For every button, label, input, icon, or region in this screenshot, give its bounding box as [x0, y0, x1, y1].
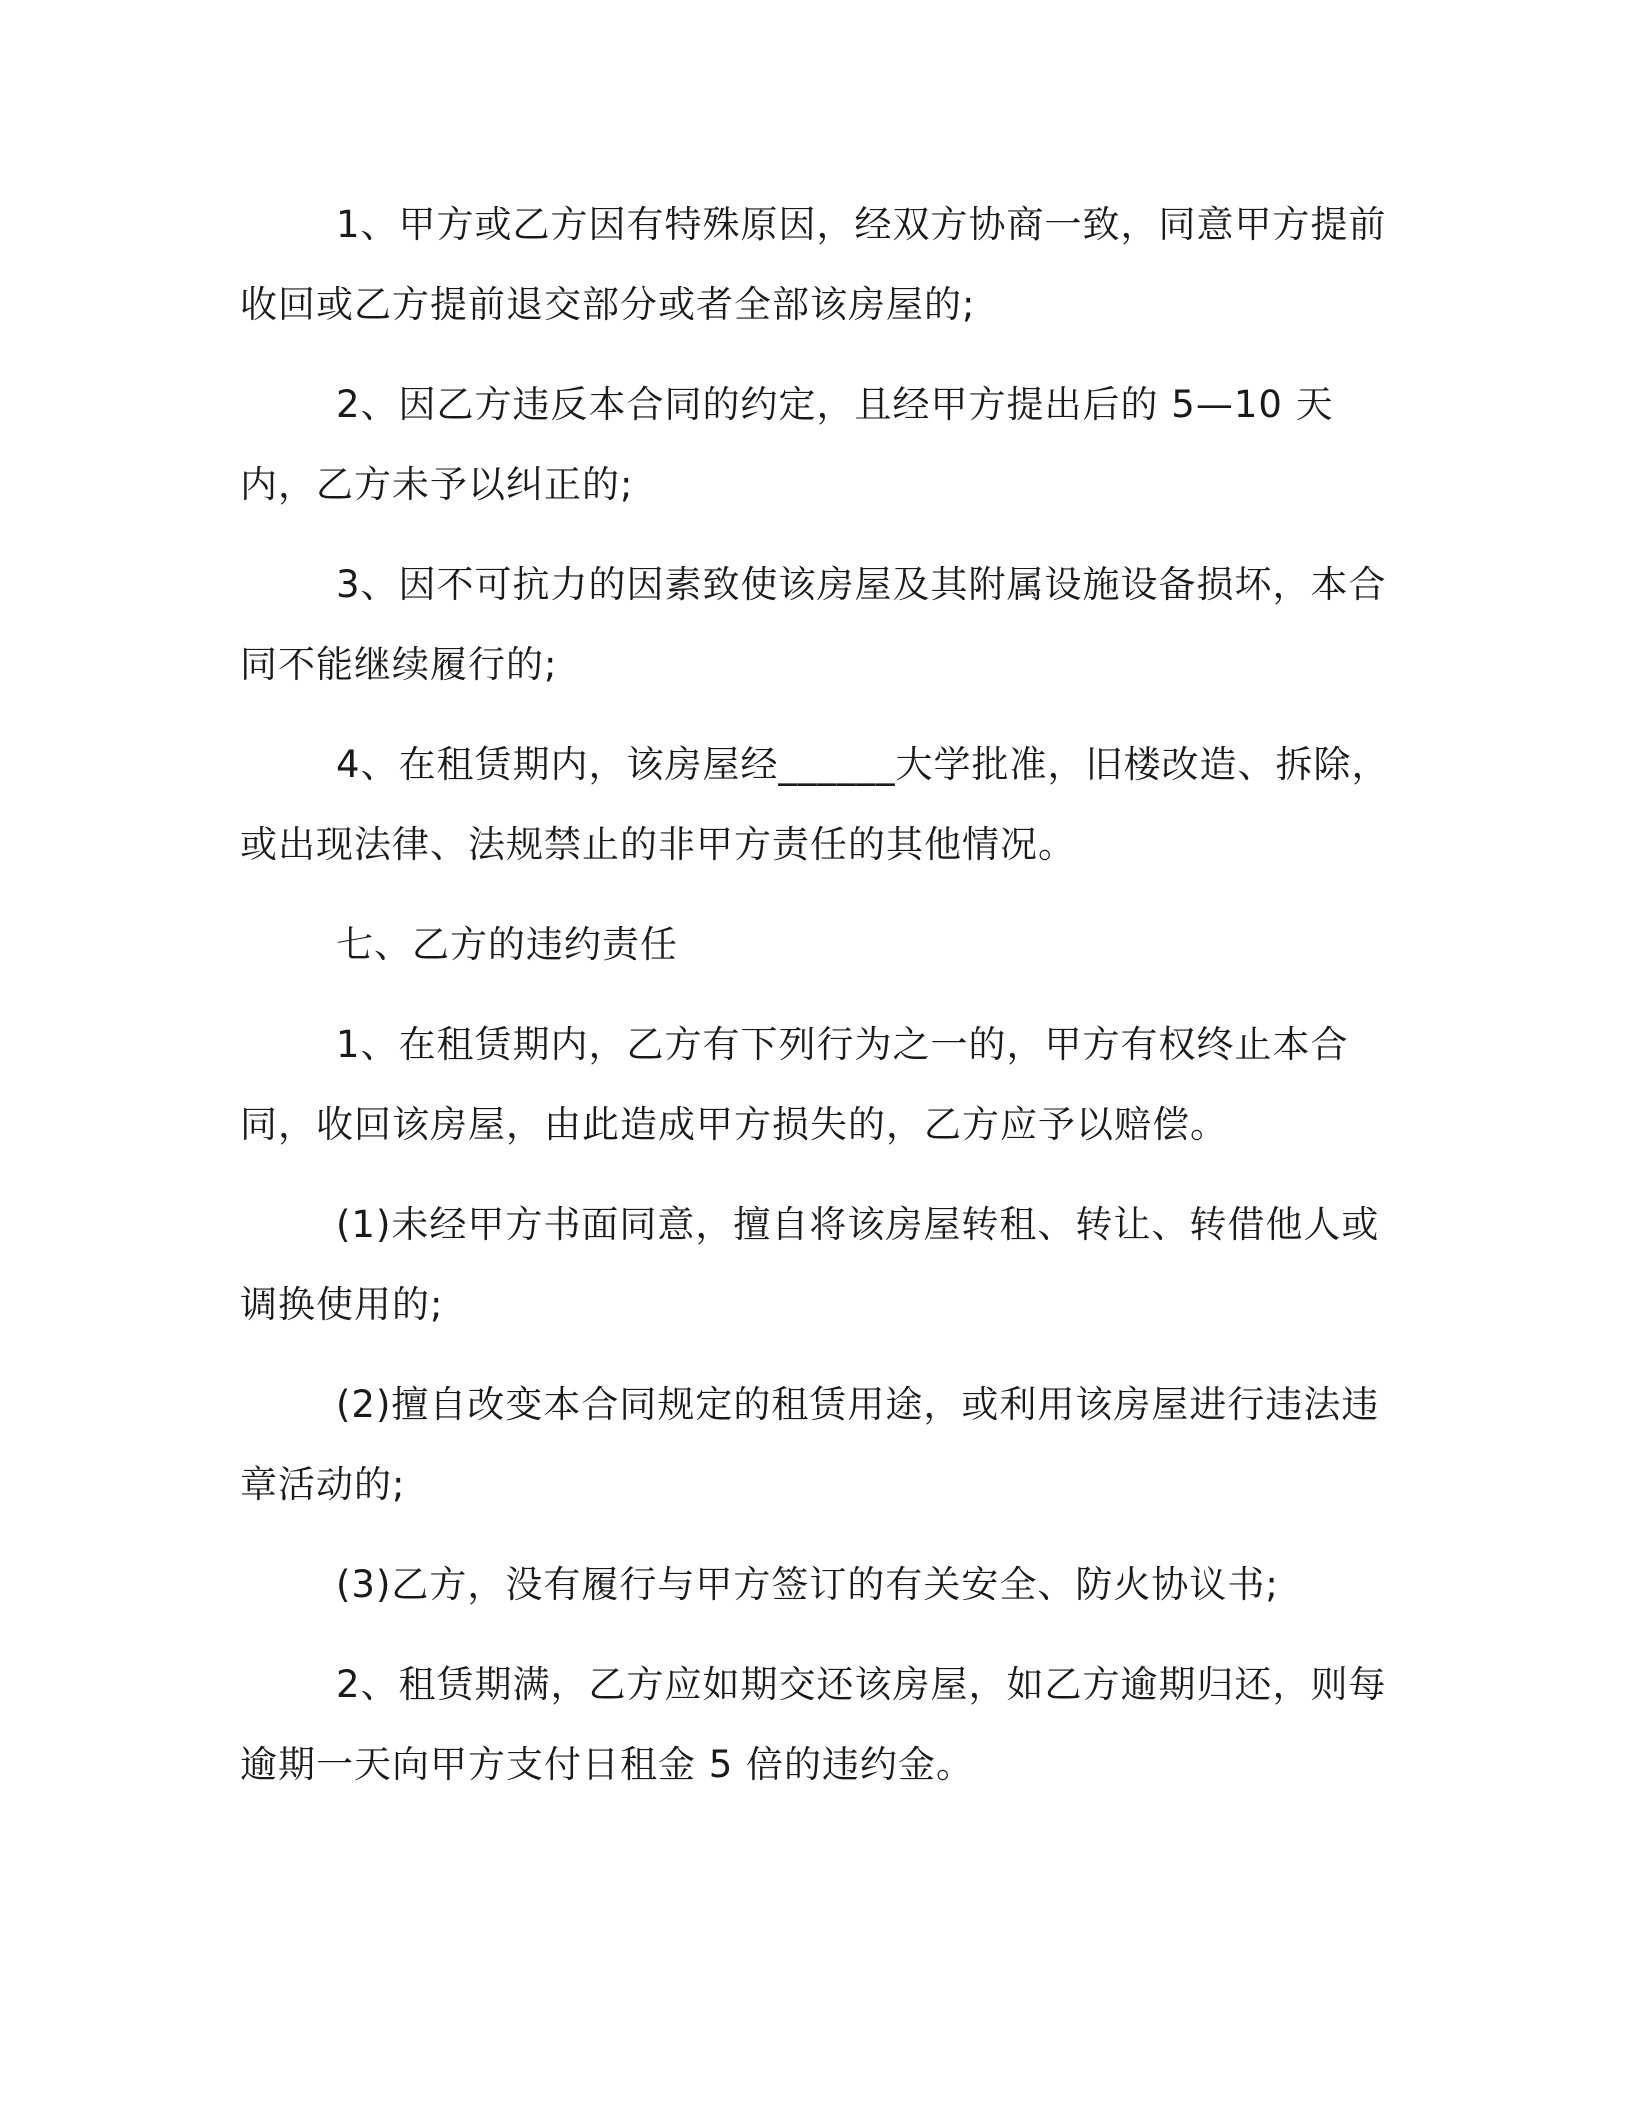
liability-item-1-sublease: (1)未经甲方书面同意，擅自将该房屋转租、转让、转借他人或调换使用的; [240, 1203, 1380, 1326]
liability-clause-1-termination-rights: 1、在租赁期内，乙方有下列行为之一的，甲方有权终止本合同，收回该房屋，由此造成甲方损失的，乙方应予以赔偿。 [240, 1023, 1349, 1146]
document-body [240, 185, 1390, 1825]
section-heading-tenant-liability: 七、乙方的违约责任 [336, 923, 678, 966]
clause-3-force-majeure: 3、因不可抗力的因素致使该房屋及其附属设施设备损坏，本合同不能继续履行的; [240, 563, 1387, 686]
liability-item-3-safety-agreement: (3)乙方，没有履行与甲方签订的有关安全、防火协议书; [336, 1563, 1279, 1606]
clause-1-early-termination: 1、甲方或乙方因有特殊原因，经双方协商一致，同意甲方提前收回或乙方提前退交部分或者全部该房屋的; [240, 203, 1387, 326]
liability-item-2-misuse: (2)擅自改变本合同规定的租赁用途，或利用该房屋进行违法违章活动的; [240, 1383, 1380, 1506]
clause-4-renovation-demolition: 4、在租赁期内，该房屋经______大学批准，旧楼改造、拆除，或出现法律、法规禁止的非甲方责任的其他情况。 [240, 743, 1390, 866]
clause-2-breach-not-corrected: 2、因乙方违反本合同的约定，且经甲方提出后的 5—10 天内，乙方未予以纠正的; [240, 383, 1334, 506]
liability-clause-2-late-return-penalty: 2、租赁期满，乙方应如期交还该房屋，如乙方逾期归还，则每逾期一天向甲方支付日租金 5 倍的违约金。 [240, 1663, 1387, 1786]
